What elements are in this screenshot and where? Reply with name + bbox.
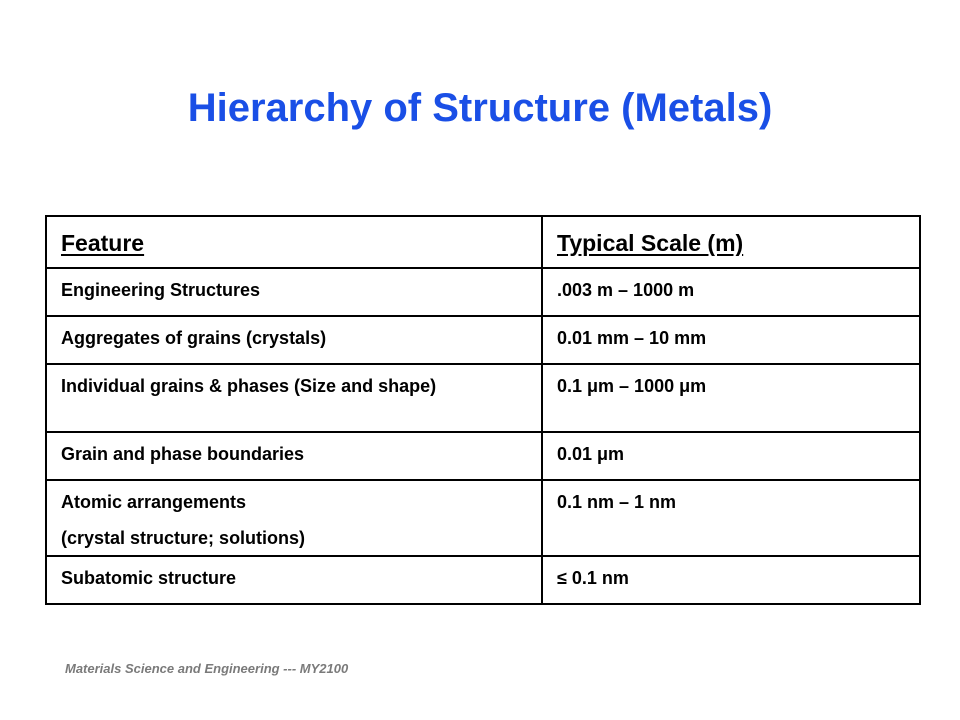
table-row	[46, 316, 920, 364]
feature-cell: Subatomic structure	[46, 556, 542, 604]
table-row	[46, 432, 920, 480]
scale-cell: .003 m – 1000 m	[542, 268, 920, 316]
header-feature: Feature	[46, 216, 542, 268]
scale-cell: 0.1 nm – 1 nm	[542, 480, 920, 556]
table-header-row	[46, 216, 920, 268]
feature-cell: Individual grains & phases (Size and shape)	[46, 364, 542, 432]
scale-cell: 0.01 μm	[542, 432, 920, 480]
scale-cell: 0.1 μm – 1000 μm	[542, 364, 920, 432]
scale-cell: ≤ 0.1 nm	[542, 556, 920, 604]
feature-line-1: Atomic arrangements	[61, 492, 247, 512]
structure-scale-table	[45, 215, 921, 605]
feature-cell: Engineering Structures	[46, 268, 542, 316]
feature-line-2: (crystal structure; solutions)	[61, 528, 306, 548]
scale-cell: 0.01 mm – 10 mm	[542, 316, 920, 364]
feature-cell: Aggregates of grains (crystals)	[46, 316, 542, 364]
slide-footer: Materials Science and Engineering --- MY2100	[65, 661, 349, 676]
table-row	[46, 268, 920, 316]
header-typical-scale: Typical Scale (m)	[542, 216, 920, 268]
slide-title: Hierarchy of Structure (Metals)	[187, 86, 773, 130]
feature-cell: Grain and phase boundaries	[46, 432, 542, 480]
feature-cell	[46, 480, 542, 556]
table-row	[46, 364, 920, 432]
table-row	[46, 556, 920, 604]
table-row	[46, 480, 920, 556]
